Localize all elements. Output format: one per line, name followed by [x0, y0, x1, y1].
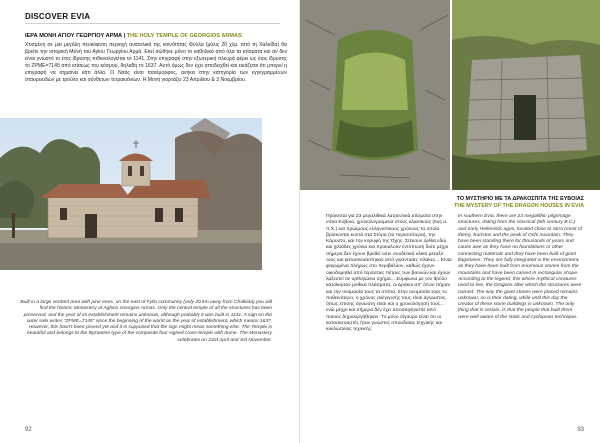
heading-english: THE HOLY TEMPLE OF GEORGIOS ARMAS — [126, 33, 242, 39]
dragon-house-photo-2 — [452, 0, 600, 190]
article-heading — [25, 33, 290, 39]
church-illustration — [0, 118, 262, 270]
section-title: DISCOVER EVIA — [25, 12, 91, 21]
dragon-heading-greek: ΤΟ ΜΥΣΤΗΡΙΟ ΜΕ ΤΑ ΔΡΑΚΟΣΠΙΤΑ ΤΗΣ ΕΥΒΟΙΑΣ — [456, 196, 584, 202]
dragon-house-photo-1 — [300, 0, 450, 190]
heading-greek: ΙΕΡΑ ΜΟΝΗ ΑΓΙΟΥ ΓΕΩΡΓΙΟΥ ΑΡΜΑ — [25, 33, 123, 39]
dragon-house-illustration-1 — [300, 0, 450, 190]
header-rule — [25, 23, 280, 24]
page-number-left: 92 — [25, 427, 32, 433]
church-photo — [0, 118, 262, 270]
dragon-greek-column: Πρόκειται για 23 μεγαλιθικά λατρευτικά κτίσματα στην νότια Εύβοια, χρονολογούμενα στους κλασικούς (6ος α. π.Χ.) και πρώιμους ελληνιστικούς χρόνους τα οποία βρίσκονται κοντά στα Στύρα (τα περισσότερα), την Κάρυστο, και την κορυφή της Όχης. Στέκουν όρθια εδώ και χιλιάδες χρόνια και προκαλούν εντύπωση διότι μέχρι σήμερα δεν έχουν βρεθεί ούτε συνδετικά υλικά μεταξύ τους και κατασκευάστηκαν από γιγαντιαίες πλάκες... Είναι φαγωμένα πλήρως στο περιβάλλον, καθώς έχουν οικοδομηθεί από τεράστιες πέτρες των βουνών και έχουν λαξευτεί σε ορθογώνιο σχήμα... Σύμφωνα με τον θρύλο κατοίκησαν μυθικά πλάσματα, οι Δράκοι απ' όπου πήραν και την ονομασία τους τα σπίτια. Στην ονομασία τους το ποθεινότερο, ο χρόνος ανέγερσής τους είναι άγνωστος, όπως επίσης άγνωστη είναι και η χρονολόγησή τους... ενώ μέχρι και σήμερα δεν έχει αποσαφηνιστεί από ποιους δημιουργήθηκαν. Το μόνο σίγουρο είναι ότι οι κατασκευαστές ήταν γνώστες σπουδαίας τεχνικής και κυκλώπειας τεχνικής. — [326, 214, 452, 333]
dragon-houses-heading — [454, 196, 584, 210]
heading-separator: | — [122, 33, 127, 39]
page-number-right: 93 — [577, 427, 584, 433]
dragon-english-column: In southern Evia, there are 23 megalithic pilgrimage structures, dating from the classical (6th century B.C.) and early Hellenistic ages, located close to Stira (most of them), Karistos and the peak of Ochi mountain. They have been standing there for thousands of years and cause awe as they have no foundations or other connecting materials and they have been built of giant flagstones. They are fully integrated in the environment, as they have been built from enormous stones from the mountains and have been carved in rectangular shape. According to the legend, this where mythical creatures used to live, the Dragons after which the structures were named. The way the giant stones were placed remains unknown, so is their dating, while until this day the creator of these stone buildings is unknown. The only thing that is certain, is that the people that built them were well aware of the static and cyclopean technique. — [458, 214, 583, 320]
greek-intro-paragraph: Χτισμένη σε μια μεγάλη πευκόφυτη περιοχή ανατολικά της κοινότητας Φύλλα (μόλις 20 χλμ. από τη Χαλκίδα) θα βρείτε την ιστορική Μονή του Αγίου Γεωργίου Αρμά. Εκεί σώθηκε μόνο το καθολικό από όλα τα κτίσματα και αν δεν είναι γνωστό το έτος ίδρυσης πιθανολογείται το 1141. Στην επιγραφή στην εξωτερική πλευρά φέρει ως έτος ίδρυσης το ΖΡΜΕ=7145 από κτίσεως του κόσμου, δηλαδή το 1637. Αυτό όμως δεν έχει αποδειχθεί και εικάζεται ότι μπορεί η επιγραφή να σημαίνει κάτι άλλο. Ο Ναός είναι πανέμορφος, ανήκει στην κατηγορία των εγγεγραμμένων σταυροειδών με τρούλο και σύνθετων τετρακιόνιων. Η Μονή γιορτάζει 23 Απριλίου & 3 Νοεμβρίου. — [25, 42, 287, 83]
dragon-house-illustration-2 — [452, 0, 600, 190]
church-caption-english: Built in a large verdant area with pine trees, on the east of Fylla community (only 20 km away from Chalkida) you will find the historic Monastery of Aghios Georgios Armas. Only the central temple of all the structures has been preserved, and the year of its establishment remains unknown, although probably it was built in 1141. A sign on the outer side writes "ZPME=7145" since the beginning of the world as the year of establishment, which means 1637. However, this hasn't been proved yet and it is supposed that the sign might mean something else. The Temple is beautiful and belongs to the Byzantine type of the composite four-signed cross-temple with dome. The Monastery celebrates on 23rd April and 3rd November. — [20, 300, 272, 343]
right-page — [300, 0, 600, 443]
dragon-heading-english: THE MYSTERY OF THE DRAGON HOUSES IN EVIA — [454, 203, 584, 209]
